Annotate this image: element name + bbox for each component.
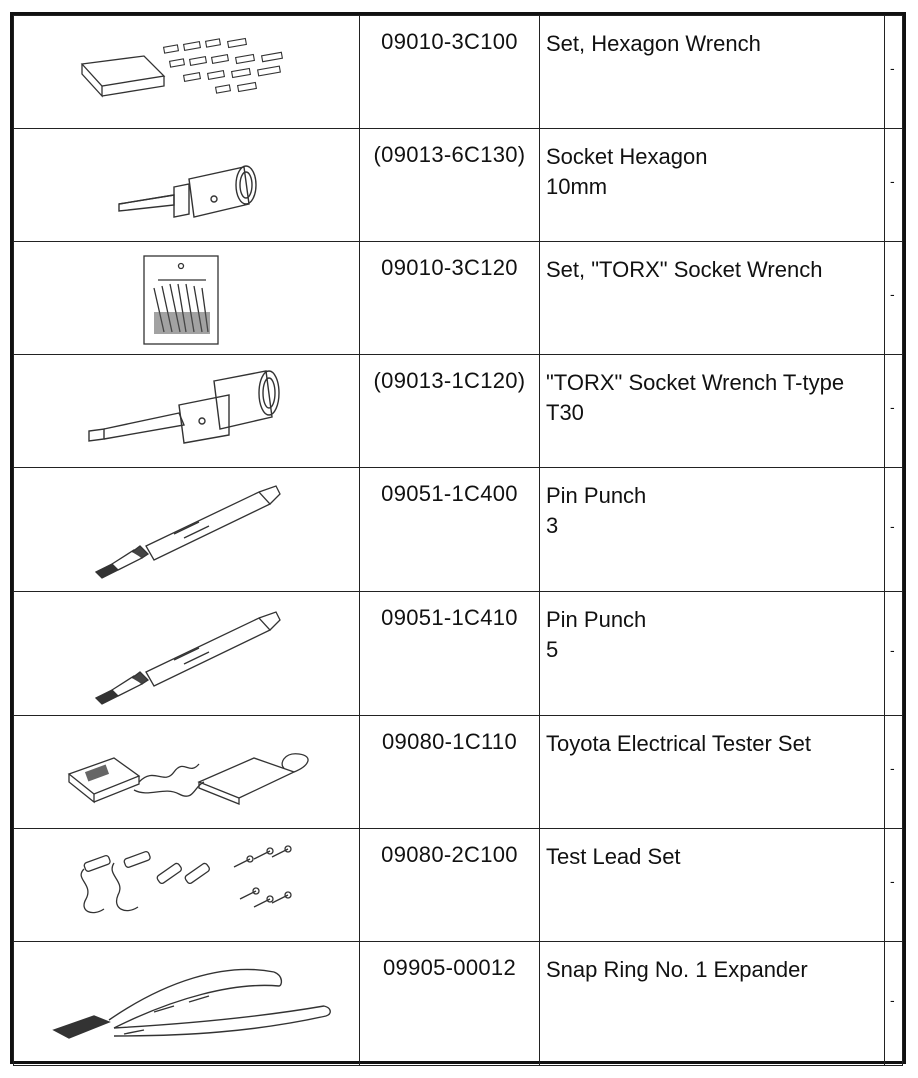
note-cell bbox=[885, 355, 903, 468]
table-row bbox=[14, 355, 903, 468]
table-row bbox=[14, 592, 903, 716]
note-cell bbox=[885, 242, 903, 355]
table-row bbox=[14, 129, 903, 242]
electrical-tester-set-illustration bbox=[14, 716, 359, 826]
table-row bbox=[14, 242, 903, 355]
note-mark: - bbox=[890, 873, 895, 889]
description-line-2: 10mm bbox=[546, 174, 608, 199]
hexagon-wrench-set-illustration bbox=[14, 16, 359, 126]
snap-ring-expander-illustration bbox=[14, 942, 359, 1062]
table-row bbox=[14, 716, 903, 829]
part-number: 09051-1C410 bbox=[360, 592, 540, 716]
part-number: (09013-1C120) bbox=[360, 355, 540, 468]
socket-hexagon-illustration bbox=[14, 129, 359, 239]
tool-description bbox=[540, 942, 885, 1066]
description-line-2: 3 bbox=[546, 513, 559, 538]
description-line-1: Set, "TORX" Socket Wrench bbox=[546, 257, 823, 282]
description-line-1: Toyota Electrical Tester Set bbox=[546, 731, 811, 756]
tool-image-cell bbox=[14, 468, 360, 592]
note-mark: - bbox=[890, 642, 895, 658]
note-mark: - bbox=[890, 992, 895, 1008]
tool-image-cell bbox=[14, 829, 360, 942]
note-mark: - bbox=[890, 518, 895, 534]
note-mark: - bbox=[890, 286, 895, 302]
note-mark: - bbox=[890, 60, 895, 76]
description-line-1: Pin Punch bbox=[546, 483, 647, 508]
description-line-1: "TORX" Socket Wrench T-type bbox=[546, 370, 845, 395]
tool-description bbox=[540, 242, 885, 355]
torx-socket-set-illustration bbox=[14, 242, 359, 352]
note-cell bbox=[885, 592, 903, 716]
note-mark: - bbox=[890, 173, 895, 189]
part-number: 09010-3C100 bbox=[360, 16, 540, 129]
part-number: 09080-1C110 bbox=[360, 716, 540, 829]
description-line-1: Snap Ring No. 1 Expander bbox=[546, 957, 808, 982]
note-cell bbox=[885, 829, 903, 942]
special-tools-table bbox=[13, 15, 903, 1066]
tool-description bbox=[540, 16, 885, 129]
part-number: 09080-2C100 bbox=[360, 829, 540, 942]
note-cell bbox=[885, 942, 903, 1066]
test-lead-set-illustration bbox=[14, 829, 359, 939]
table-row bbox=[14, 468, 903, 592]
pin-punch-illustration bbox=[14, 592, 359, 712]
description-line-1: Socket Hexagon bbox=[546, 144, 708, 169]
part-number: 09905-00012 bbox=[360, 942, 540, 1066]
torx-socket-wrench-illustration bbox=[14, 355, 359, 465]
description-line-1: Test Lead Set bbox=[546, 844, 681, 869]
tool-image-cell bbox=[14, 16, 360, 129]
tool-description bbox=[540, 468, 885, 592]
note-cell bbox=[885, 468, 903, 592]
description-line-2: T30 bbox=[546, 400, 584, 425]
pin-punch-illustration bbox=[14, 468, 359, 588]
note-mark: - bbox=[890, 760, 895, 776]
note-mark: - bbox=[890, 399, 895, 415]
description-line-2: 5 bbox=[546, 637, 559, 662]
part-number: (09013-6C130) bbox=[360, 129, 540, 242]
part-number: 09051-1C400 bbox=[360, 468, 540, 592]
tool-table-sheet bbox=[10, 12, 906, 1064]
description-line-1: Pin Punch bbox=[546, 607, 647, 632]
tool-description bbox=[540, 129, 885, 242]
table-row bbox=[14, 16, 903, 129]
note-cell bbox=[885, 129, 903, 242]
tool-image-cell bbox=[14, 355, 360, 468]
table-row bbox=[14, 942, 903, 1066]
tool-image-cell bbox=[14, 242, 360, 355]
note-cell bbox=[885, 16, 903, 129]
note-cell bbox=[885, 716, 903, 829]
tool-image-cell bbox=[14, 716, 360, 829]
tool-description bbox=[540, 592, 885, 716]
tool-description bbox=[540, 829, 885, 942]
part-number: 09010-3C120 bbox=[360, 242, 540, 355]
description-line-1: Set, Hexagon Wrench bbox=[546, 31, 761, 56]
tool-image-cell bbox=[14, 942, 360, 1066]
table-row bbox=[14, 829, 903, 942]
tool-description bbox=[540, 355, 885, 468]
tool-description bbox=[540, 716, 885, 829]
tool-image-cell bbox=[14, 592, 360, 716]
tool-image-cell bbox=[14, 129, 360, 242]
